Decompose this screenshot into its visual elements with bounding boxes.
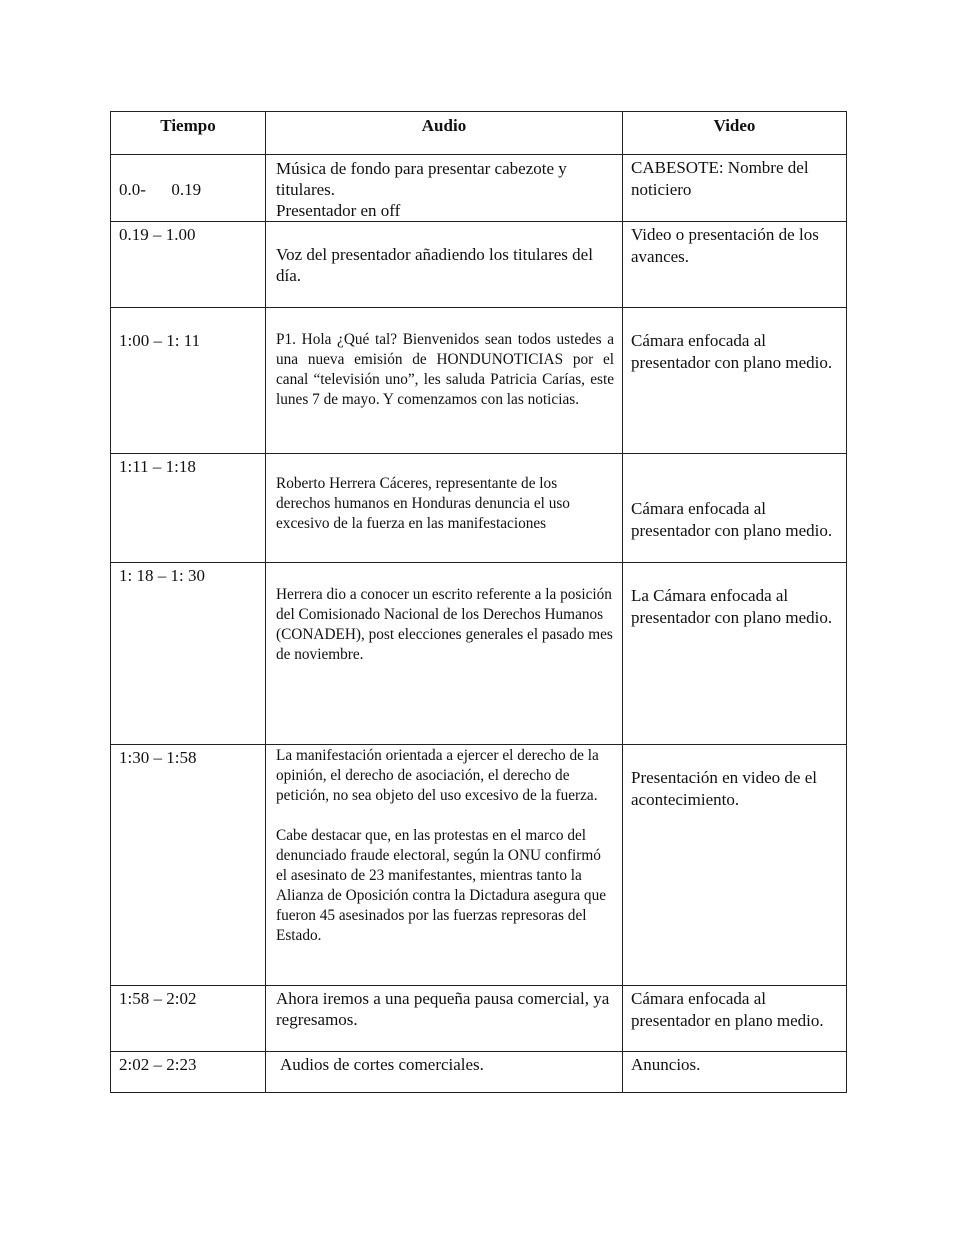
table-row: [111, 986, 847, 1052]
audio-cell: [266, 222, 623, 308]
audio-text: Roberto Herrera Cáceres, representante de los derechos humanos en Honduras denuncia el uso excesivo de la fuerza en las manifestaciones: [276, 475, 570, 532]
audio-cell: [266, 308, 623, 454]
table-row: [111, 745, 847, 986]
time-cell: 1:30 – 1:58: [111, 745, 266, 986]
time-cell: 1: 18 – 1: 30: [111, 563, 266, 745]
audio-cell: [266, 1052, 623, 1093]
table-row: [111, 563, 847, 745]
header-row: [111, 112, 847, 155]
video-text: Cámara enfocada al presentador con plano medio.: [631, 331, 833, 372]
audio-cell: [266, 155, 623, 222]
audio-text: P1. Hola ¿Qué tal? Bienvenidos sean todos ustedes a una nueva emisión de HONDUNOTICIAS por el canal “televisión uno”, les saluda Patricia Carías, este lunes 7 de mayo. Y comenzamos con las noticias.: [276, 331, 614, 408]
audio-cell: [266, 745, 623, 986]
video-cell: [623, 155, 847, 222]
video-text: Cámara enfocada al presentador con plano medio.: [631, 499, 833, 540]
audio-cell: [266, 454, 623, 563]
time-cell: 0.0- 0.19: [111, 155, 266, 222]
header-audio: Audio: [266, 112, 623, 155]
time-cell: 0.19 – 1.00: [111, 222, 266, 308]
audio-text: Ahora iremos a una pequeña pausa comercial, ya regresamos.: [276, 989, 610, 1029]
header-time: Tiempo: [111, 112, 266, 155]
video-cell: [623, 563, 847, 745]
table-row: [111, 155, 847, 222]
audio-cell: [266, 986, 623, 1052]
video-text: CABESOTE: Nombre del noticiero: [631, 158, 809, 199]
audio-text: Cabe destacar que, en las protestas en el marco del denunciado fraude electoral, según la ONU confirmó el asesinato de 23 manifestantes, mientras tanto la Alianza de Oposición contra la Dictadura asegura que fueron 45 asesinados por las fuerzas represoras del Estado.: [276, 827, 607, 944]
table-row: [111, 1052, 847, 1093]
video-cell: [623, 1052, 847, 1093]
audio-text: Voz del presentador añadiendo los titulares del día.: [276, 245, 593, 285]
header-video: Video: [623, 112, 847, 155]
audio-text: Presentador en off: [276, 201, 401, 220]
video-text: Presentación en video de el acontecimiento.: [631, 768, 817, 809]
time-cell: 1:58 – 2:02: [111, 986, 266, 1052]
audio-text: Audios de cortes comerciales.: [280, 1055, 484, 1074]
video-cell: [623, 986, 847, 1052]
audio-cell: [266, 563, 623, 745]
table-row: [111, 454, 847, 563]
time-cell: 1:11 – 1:18: [111, 454, 266, 563]
time-cell: 1:00 – 1: 11: [111, 308, 266, 454]
table-row: [111, 308, 847, 454]
video-cell: [623, 745, 847, 986]
time-cell: 2:02 – 2:23: [111, 1052, 266, 1093]
video-text: Anuncios.: [631, 1055, 701, 1074]
video-cell: [623, 222, 847, 308]
video-cell: [623, 454, 847, 563]
video-cell: [623, 308, 847, 454]
video-text: La Cámara enfocada al presentador con plano medio.: [631, 586, 833, 627]
video-text: Video o presentación de los avances.: [631, 225, 819, 266]
audio-text: La manifestación orientada a ejercer el derecho de la opinión, el derecho de asociación, el derecho de petición, no sea objeto del uso excesivo de la fuerza.: [276, 747, 599, 804]
audio-text: Música de fondo para presentar cabezote y titulares.: [276, 159, 567, 199]
script-table: [110, 111, 847, 1093]
audio-text: Herrera dio a conocer un escrito referente a la posición del Comisionado Nacional de los Derechos Humanos (CONADEH), post elecciones generales el pasado mes de noviembre.: [276, 586, 613, 663]
table-row: [111, 222, 847, 308]
video-text: Cámara enfocada al presentador en plano medio.: [631, 989, 824, 1030]
